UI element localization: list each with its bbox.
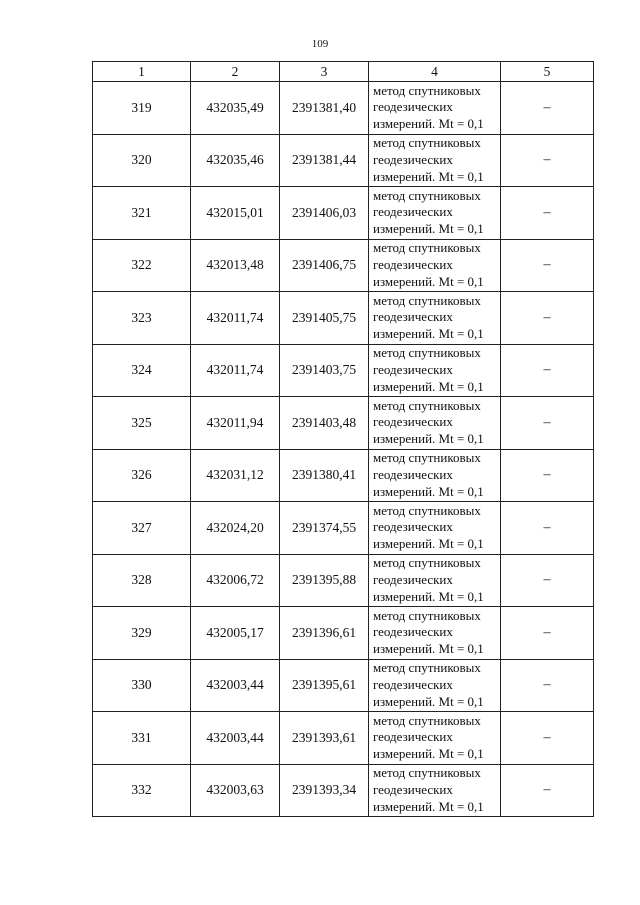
method-line: измерений. Mt = 0,1 [373, 116, 484, 132]
note-cell: – [501, 712, 594, 765]
method-line: измерений. Mt = 0,1 [373, 221, 484, 237]
method-line: геодезических [373, 99, 453, 115]
table-row [93, 187, 594, 240]
x-coordinate-cell: 432015,01 [191, 187, 280, 240]
point-number-cell: 321 [93, 187, 191, 240]
note-cell: – [501, 449, 594, 502]
point-number-cell: 320 [93, 134, 191, 187]
x-coordinate-cell: 432011,74 [191, 292, 280, 345]
note-cell: – [501, 397, 594, 450]
method-line: геодезических [373, 624, 453, 640]
y-coordinate-cell: 2391406,03 [280, 187, 369, 240]
method-cell [369, 659, 501, 712]
y-coordinate-cell: 2391380,41 [280, 449, 369, 502]
method-line: метод спутниковых [373, 450, 481, 466]
method-line: геодезических [373, 414, 453, 430]
header-cell-1: 1 [93, 62, 191, 82]
method-line: измерений. Mt = 0,1 [373, 641, 484, 657]
y-coordinate-cell: 2391396,61 [280, 607, 369, 660]
method-line: геодезических [373, 361, 453, 377]
point-number-cell: 328 [93, 554, 191, 607]
method-cell [369, 764, 501, 817]
point-number-cell: 322 [93, 239, 191, 292]
method-cell [369, 712, 501, 765]
coordinates-table [92, 61, 594, 817]
table-row [93, 502, 594, 555]
method-cell [369, 554, 501, 607]
y-coordinate-cell: 2391395,61 [280, 659, 369, 712]
method-line: метод спутниковых [373, 765, 481, 781]
method-line: метод спутниковых [373, 135, 481, 151]
point-number-cell: 327 [93, 502, 191, 555]
point-number-cell: 326 [93, 449, 191, 502]
method-line: геодезических [373, 151, 453, 167]
method-line: измерений. Mt = 0,1 [373, 431, 484, 447]
note-cell: – [501, 502, 594, 555]
method-line: метод спутниковых [373, 345, 481, 361]
x-coordinate-cell: 432003,44 [191, 659, 280, 712]
x-coordinate-cell: 432003,44 [191, 712, 280, 765]
x-coordinate-cell: 432035,49 [191, 82, 280, 135]
table-row [93, 449, 594, 502]
method-line: измерений. Mt = 0,1 [373, 378, 484, 394]
method-line: измерений. Mt = 0,1 [373, 483, 484, 499]
table-row [93, 292, 594, 345]
method-line: геодезических [373, 256, 453, 272]
y-coordinate-cell: 2391403,75 [280, 344, 369, 397]
method-line: геодезических [373, 204, 453, 220]
method-cell [369, 502, 501, 555]
x-coordinate-cell: 432035,46 [191, 134, 280, 187]
table-row [93, 764, 594, 817]
x-coordinate-cell: 432011,94 [191, 397, 280, 450]
table-row [93, 344, 594, 397]
method-line: измерений. Mt = 0,1 [373, 168, 484, 184]
y-coordinate-cell: 2391403,48 [280, 397, 369, 450]
method-line: измерений. Mt = 0,1 [373, 536, 484, 552]
table-body [93, 82, 594, 817]
table-row [93, 607, 594, 660]
x-coordinate-cell: 432011,74 [191, 344, 280, 397]
header-cell-2: 2 [191, 62, 280, 82]
method-cell [369, 82, 501, 135]
table-row [93, 659, 594, 712]
method-line: геодезических [373, 729, 453, 745]
table-row [93, 712, 594, 765]
method-line: измерений. Mt = 0,1 [373, 326, 484, 342]
y-coordinate-cell: 2391395,88 [280, 554, 369, 607]
note-cell: – [501, 292, 594, 345]
x-coordinate-cell: 432006,72 [191, 554, 280, 607]
point-number-cell: 324 [93, 344, 191, 397]
table-header-row [93, 62, 594, 82]
page-number: 109 [311, 38, 329, 50]
method-cell [369, 449, 501, 502]
method-line: метод спутниковых [373, 555, 481, 571]
point-number-cell: 332 [93, 764, 191, 817]
method-line: измерений. Mt = 0,1 [373, 588, 484, 604]
y-coordinate-cell: 2391405,75 [280, 292, 369, 345]
method-line: геодезических [373, 571, 453, 587]
method-cell [369, 239, 501, 292]
y-coordinate-cell: 2391374,55 [280, 502, 369, 555]
method-line: геодезических [373, 676, 453, 692]
header-cell-5: 5 [501, 62, 594, 82]
method-line: метод спутниковых [373, 292, 481, 308]
method-line: метод спутниковых [373, 502, 481, 518]
header-cell-4: 4 [369, 62, 501, 82]
method-cell [369, 397, 501, 450]
note-cell: – [501, 134, 594, 187]
method-cell [369, 344, 501, 397]
note-cell: – [501, 659, 594, 712]
method-line: измерений. Mt = 0,1 [373, 798, 484, 814]
x-coordinate-cell: 432003,63 [191, 764, 280, 817]
method-line: метод спутниковых [373, 712, 481, 728]
method-line: геодезических [373, 781, 453, 797]
table-row [93, 239, 594, 292]
method-line: измерений. Mt = 0,1 [373, 693, 484, 709]
y-coordinate-cell: 2391381,44 [280, 134, 369, 187]
y-coordinate-cell: 2391393,61 [280, 712, 369, 765]
note-cell: – [501, 239, 594, 292]
table-row [93, 134, 594, 187]
header-cell-3: 3 [280, 62, 369, 82]
point-number-cell: 319 [93, 82, 191, 135]
point-number-cell: 329 [93, 607, 191, 660]
point-number-cell: 331 [93, 712, 191, 765]
x-coordinate-cell: 432005,17 [191, 607, 280, 660]
method-line: метод спутниковых [373, 240, 481, 256]
note-cell: – [501, 344, 594, 397]
method-line: метод спутниковых [373, 660, 481, 676]
note-cell: – [501, 82, 594, 135]
method-line: геодезических [373, 466, 453, 482]
method-line: метод спутниковых [373, 397, 481, 413]
point-number-cell: 325 [93, 397, 191, 450]
y-coordinate-cell: 2391393,34 [280, 764, 369, 817]
table-row [93, 82, 594, 135]
method-line: геодезических [373, 519, 453, 535]
point-number-cell: 330 [93, 659, 191, 712]
method-line: метод спутниковых [373, 187, 481, 203]
x-coordinate-cell: 432031,12 [191, 449, 280, 502]
method-line: измерений. Mt = 0,1 [373, 746, 484, 762]
table-row [93, 397, 594, 450]
method-cell [369, 187, 501, 240]
point-number-cell: 323 [93, 292, 191, 345]
method-line: измерений. Mt = 0,1 [373, 273, 484, 289]
x-coordinate-cell: 432024,20 [191, 502, 280, 555]
method-cell [369, 607, 501, 660]
note-cell: – [501, 607, 594, 660]
y-coordinate-cell: 2391381,40 [280, 82, 369, 135]
method-cell [369, 292, 501, 345]
method-cell [369, 134, 501, 187]
x-coordinate-cell: 432013,48 [191, 239, 280, 292]
method-line: метод спутниковых [373, 607, 481, 623]
method-line: геодезических [373, 309, 453, 325]
note-cell: – [501, 764, 594, 817]
note-cell: – [501, 187, 594, 240]
method-line: метод спутниковых [373, 82, 481, 98]
table-row [93, 554, 594, 607]
note-cell: – [501, 554, 594, 607]
y-coordinate-cell: 2391406,75 [280, 239, 369, 292]
